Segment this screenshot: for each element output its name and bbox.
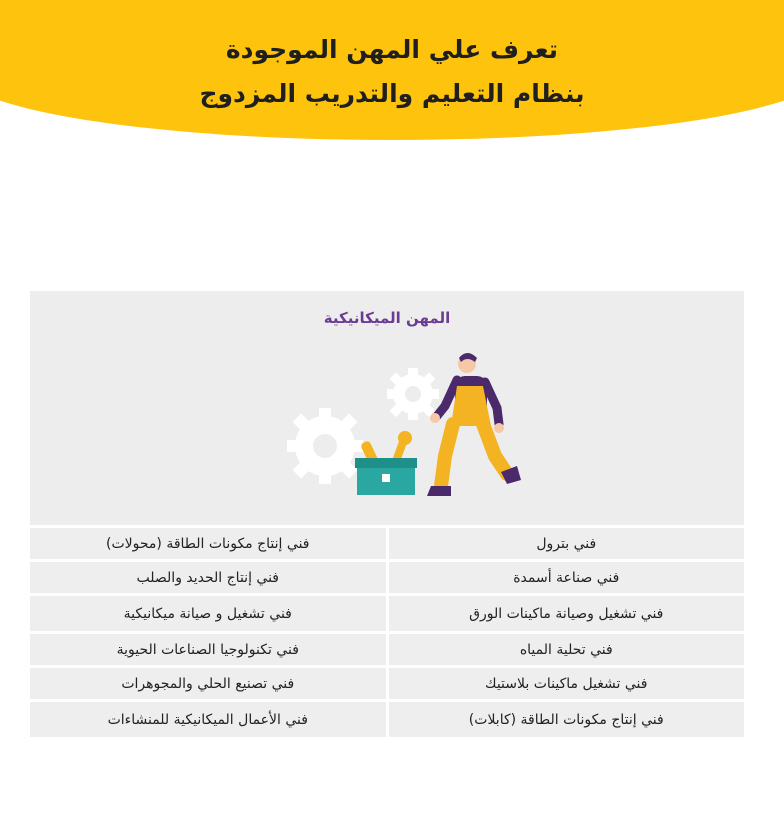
profession-cell: فني تشغيل و صيانة ميكانيكية bbox=[30, 596, 386, 631]
table-row bbox=[30, 562, 744, 593]
toolbox-icon bbox=[355, 431, 417, 495]
table-row bbox=[30, 528, 744, 559]
professions-table bbox=[30, 528, 744, 740]
table-row bbox=[30, 702, 744, 737]
profession-cell: فني صناعة أسمدة bbox=[389, 562, 745, 593]
profession-cell: فني تكنولوجيا الصناعات الحيوية bbox=[30, 634, 386, 665]
profession-cell: فني إنتاج مكونات الطاقة (كابلات) bbox=[389, 702, 745, 737]
profession-cell: فني إنتاج الحديد والصلب bbox=[30, 562, 386, 593]
profession-cell: فني تشغيل ماكينات بلاستيك bbox=[389, 668, 745, 699]
table-row bbox=[30, 668, 744, 699]
gear-icon bbox=[287, 408, 363, 484]
profession-cell: فني الأعمال الميكانيكية للمنشاءات bbox=[30, 702, 386, 737]
title-line-2: بنظام التعليم والتدريب المزدوج bbox=[199, 79, 585, 108]
title-line-1: تعرف علي المهن الموجودة bbox=[225, 35, 559, 64]
profession-cell: فني إنتاج مكونات الطاقة (محولات) bbox=[30, 528, 386, 559]
profession-cell: فني بترول bbox=[389, 528, 745, 559]
section-title: المهن الميكانيكية bbox=[323, 309, 451, 327]
mechanical-professions-card bbox=[30, 291, 744, 525]
profession-cell: فني تصنيع الحلي والمجوهرات bbox=[30, 668, 386, 699]
gear-icon bbox=[387, 368, 439, 420]
profession-cell: فني تشغيل وصيانة ماكينات الورق bbox=[389, 596, 745, 631]
worker-illustration bbox=[285, 346, 525, 496]
profession-cell: فني تحلية المياه bbox=[389, 634, 745, 665]
worker-icon bbox=[427, 353, 521, 496]
page-title bbox=[0, 28, 784, 116]
table-row bbox=[30, 634, 744, 665]
table-row bbox=[30, 596, 744, 631]
